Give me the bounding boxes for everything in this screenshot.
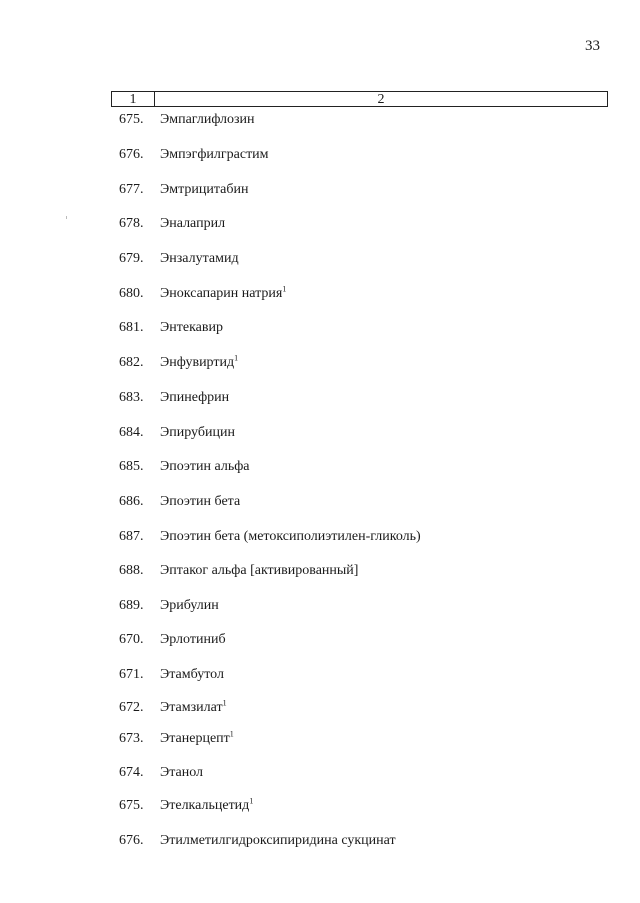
item-number: 682. (119, 355, 144, 370)
item-number: 675. (119, 798, 144, 813)
list-item (119, 215, 225, 233)
item-name: Этелкальцетид (160, 798, 250, 813)
item-number: 671. (119, 667, 144, 682)
item-name: Эптаког альфа [активированный] (160, 563, 359, 578)
item-number: 673. (119, 731, 144, 746)
list-item (119, 181, 248, 199)
list-item (119, 562, 358, 580)
table-column-header (111, 91, 608, 107)
item-name: Эпоэтин альфа (160, 459, 250, 474)
list-item (119, 797, 253, 815)
list-item (119, 458, 250, 476)
scan-mark (66, 216, 67, 219)
item-name: Энтекавир (160, 320, 223, 335)
list-item (119, 389, 229, 407)
item-number: 676. (119, 833, 144, 848)
item-number: 680. (119, 286, 144, 301)
item-number: 675. (119, 112, 144, 127)
item-name: Этамзилат (160, 700, 223, 715)
list-item (119, 285, 286, 303)
footnote-marker: 1 (229, 729, 234, 739)
item-name: Эмпаглифлозин (160, 112, 255, 127)
item-name: Эмтрицитабин (160, 182, 249, 197)
item-name: Эналаприл (160, 216, 226, 231)
item-number: 677. (119, 182, 144, 197)
list-item (119, 146, 269, 164)
item-name: Эноксапарин натрия (160, 286, 283, 301)
item-number: 678. (119, 216, 144, 231)
item-name: Этанол (160, 765, 204, 780)
item-number: 679. (119, 251, 144, 266)
item-number: 676. (119, 147, 144, 162)
column-2-header: 2 (377, 92, 385, 107)
item-number: 689. (119, 598, 144, 613)
footnote-marker: 1 (234, 353, 239, 363)
list-item (119, 493, 240, 511)
item-name: Этанерцепт (160, 731, 230, 746)
list-item (119, 250, 239, 268)
item-name: Этамбутол (160, 667, 224, 682)
item-number: 672. (119, 700, 144, 715)
item-number: 687. (119, 529, 144, 544)
item-name: Эрибулин (160, 598, 219, 613)
item-name: Эпоэтин бета (метоксиполиэтилен-гликоль) (160, 529, 421, 544)
item-name: Эпирубицин (160, 425, 235, 440)
item-name: Эмпэгфилграстим (160, 147, 269, 162)
list-item (119, 764, 203, 782)
item-name: Эрлотиниб (160, 632, 226, 647)
item-name: Этилметилгидроксипиридина сукцинат (160, 833, 396, 848)
item-name: Энзалутамид (160, 251, 239, 266)
page-number: 33 (585, 38, 600, 54)
list-item (119, 666, 224, 684)
item-number: 686. (119, 494, 144, 509)
column-1-header: 1 (112, 92, 155, 106)
list-item (119, 424, 235, 442)
item-name: Энфувиртид (160, 355, 235, 370)
list-item (119, 111, 255, 129)
footnote-marker: 1 (249, 796, 254, 806)
footnote-marker: 1 (222, 698, 227, 708)
item-number: 674. (119, 765, 144, 780)
footnote-marker: 1 (282, 284, 287, 294)
list-item (119, 319, 223, 337)
list-item (119, 631, 226, 649)
list-item (119, 597, 219, 615)
item-number: 688. (119, 563, 144, 578)
item-number: 683. (119, 390, 144, 405)
list-item (119, 730, 234, 748)
item-name: Эпинефрин (160, 390, 230, 405)
list-item (119, 832, 396, 850)
list-item (119, 699, 227, 717)
item-number: 684. (119, 425, 144, 440)
list-item (119, 354, 238, 372)
item-number: 670. (119, 632, 144, 647)
item-number: 685. (119, 459, 144, 474)
item-number: 681. (119, 320, 144, 335)
list-item (119, 528, 421, 546)
item-name: Эпоэтин бета (160, 494, 241, 509)
